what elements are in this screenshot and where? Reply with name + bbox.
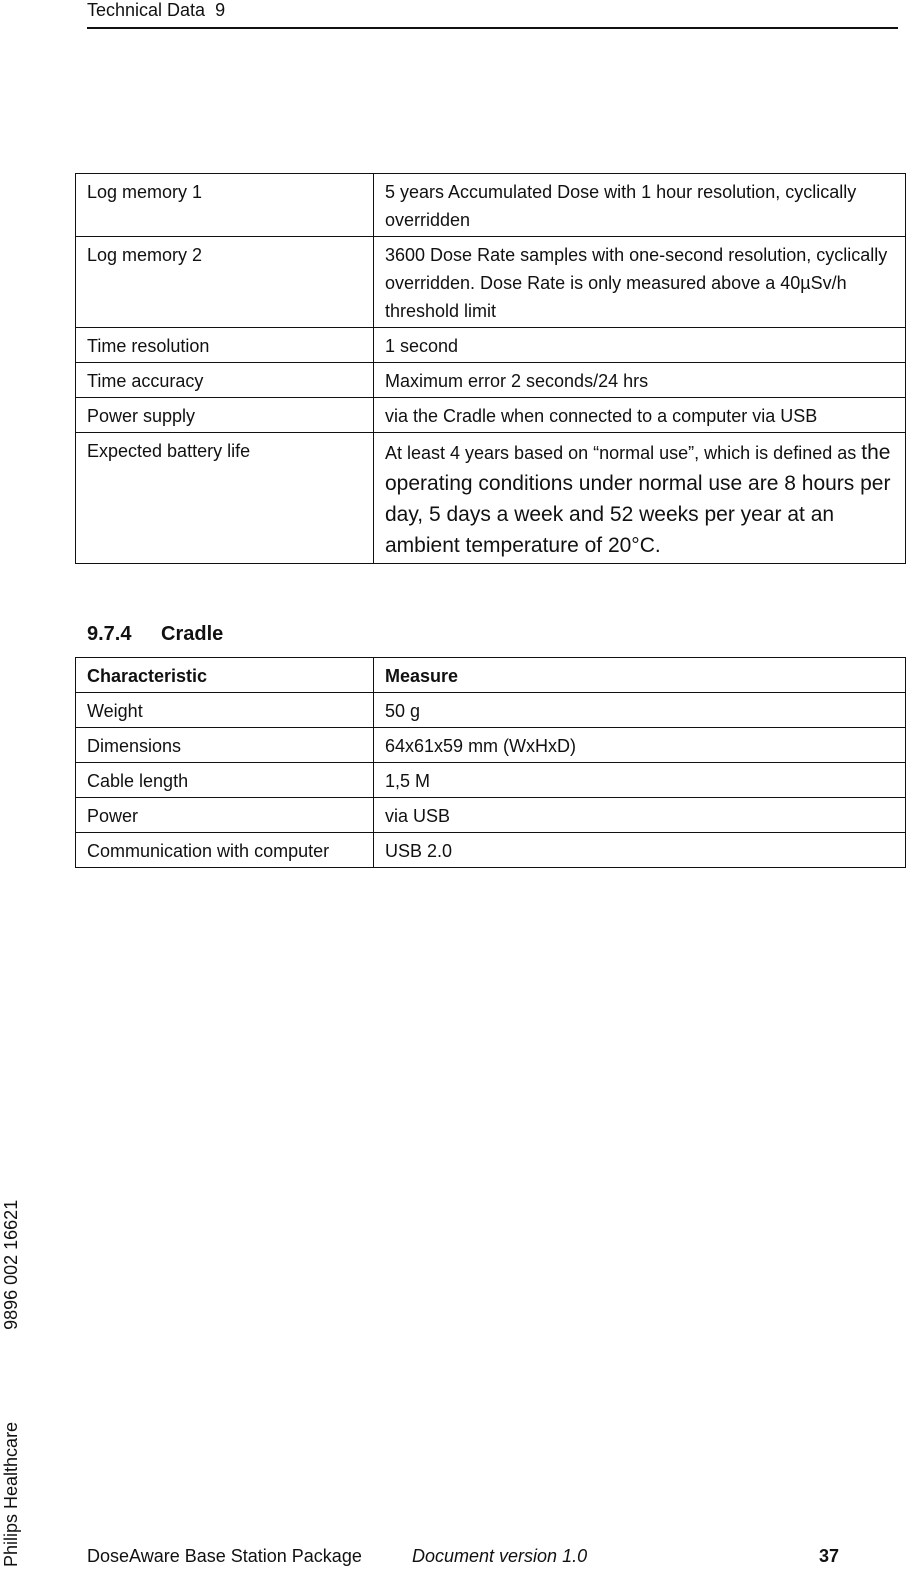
spec-value: via USB (374, 798, 906, 833)
header-chapter: 9 (215, 0, 226, 20)
column-header: Characteristic (76, 658, 374, 693)
column-header: Measure (374, 658, 906, 693)
spec-value (374, 433, 906, 564)
table-row (76, 693, 906, 728)
company-name: Philips Healthcare (1, 1421, 21, 1567)
spec-label: Communication with computer (76, 833, 374, 868)
table-row (76, 363, 906, 398)
battery-life-text: At least 4 years based on “normal use”, which is defined as (385, 443, 857, 463)
spec-label: Weight (76, 693, 374, 728)
table-header-row (76, 658, 906, 693)
spec-label: Power (76, 798, 374, 833)
table-row (76, 237, 906, 328)
specs-table (75, 173, 906, 564)
spec-value: via the Cradle when connected to a computer via USB (374, 398, 906, 433)
section-number: 9.7.4 (87, 623, 132, 645)
section-title: Cradle (161, 623, 224, 645)
table-row (76, 798, 906, 833)
table-row (76, 174, 906, 237)
spec-label: Cable length (76, 763, 374, 798)
table-row (76, 328, 906, 363)
spec-value: 3600 Dose Rate samples with one-second resolution, cyclically overridden. Dose Rate is only measured above a 40µSv/h threshold limit (374, 237, 906, 328)
spec-value: 1,5 M (374, 763, 906, 798)
table-row (76, 763, 906, 798)
side-margin-text (0, 1200, 22, 1567)
spec-value: Maximum error 2 seconds/24 hrs (374, 363, 906, 398)
spec-label: Time accuracy (76, 363, 374, 398)
spec-label: Expected battery life (76, 433, 374, 564)
footer-product: DoseAware Base Station Package (87, 1546, 362, 1566)
spec-label: Power supply (76, 398, 374, 433)
spec-label: Dimensions (76, 728, 374, 763)
document-number: 9896 002 16621 (1, 1199, 21, 1330)
table-row (76, 728, 906, 763)
spec-label: Time resolution (76, 328, 374, 363)
page-footer (87, 1543, 840, 1569)
spec-value: USB 2.0 (374, 833, 906, 868)
cradle-table (75, 657, 906, 868)
table-row (76, 833, 906, 868)
spec-value: 50 g (374, 693, 906, 728)
table-row (76, 433, 906, 564)
table-row (76, 398, 906, 433)
page-number: 37 (819, 1546, 840, 1566)
footer-version: Document version 1.0 (412, 1546, 588, 1566)
spec-label: Log memory 1 (76, 174, 374, 237)
spec-value: 64x61x59 mm (WxHxD) (374, 728, 906, 763)
page-header (87, 0, 898, 29)
spec-label: Log memory 2 (76, 237, 374, 328)
spec-value: 1 second (374, 328, 906, 363)
spec-value: 5 years Accumulated Dose with 1 hour resolution, cyclically overridden (374, 174, 906, 237)
header-title: Technical Data (87, 0, 206, 20)
section-heading (87, 620, 223, 648)
battery-life-conditions: the operating conditions under normal use are 8 hours per day, 5 days a week and 52 weeks per year at an ambient temperature of 20°C. (385, 441, 891, 557)
